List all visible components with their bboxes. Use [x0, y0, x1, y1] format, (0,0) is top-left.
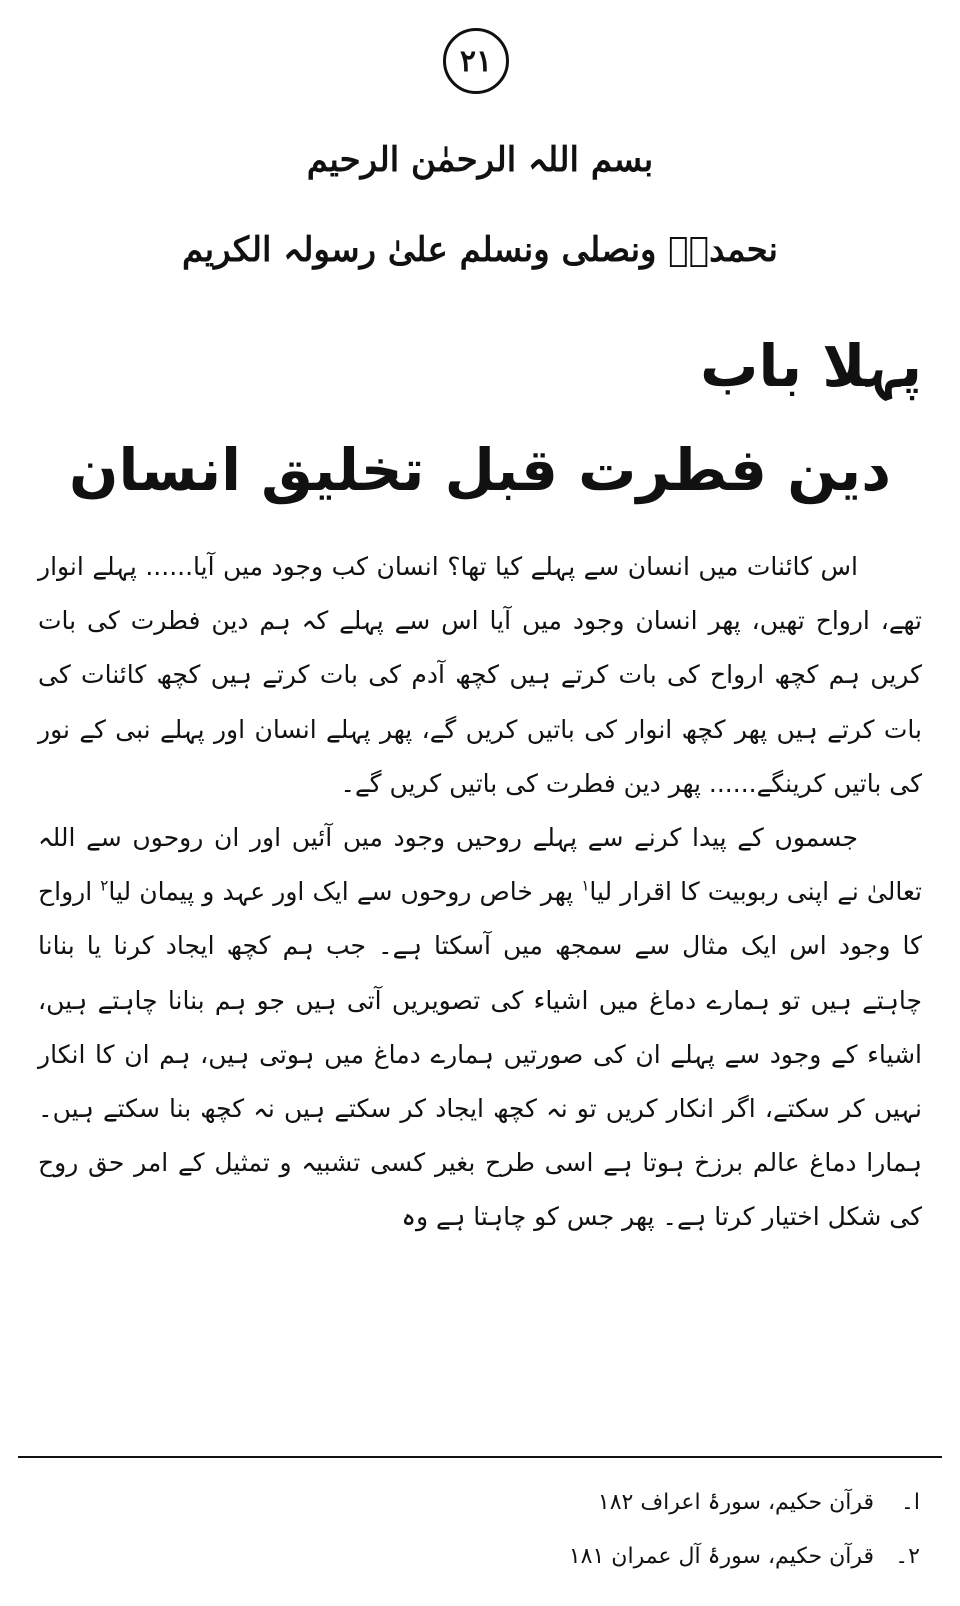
- footnote-ref-1: ۱: [581, 876, 590, 895]
- paragraph-2-part-2: پھر خاص روحوں سے ایک اور عہد و پیمان لیا: [108, 877, 582, 907]
- paragraph-1: اس کائنات میں انسان سے پہلے کیا تھا؟ انسان کب وجود میں آیا...... پہلے انوار تھے، ارواح تھیں، پھر انسان وجود میں آیا اس سے پہلے کہ ہم دین فطرت کی بات کریں ہم کچھ ارواح کی بات کرتے ہیں کچھ آدم کی بات کرتے ہیں کچھ کائنات کی بات کرتے ہیں پھر کچھ انوار کی باتیں کریں گے، پھر پہلے انسان اور پہلے نبی کے نور کی باتیں کرینگے...... پھر دین فطرت کی باتیں کریں گے۔: [38, 552, 922, 798]
- footnote-number: ۲۔: [895, 1544, 920, 1569]
- chapter-title: دین فطرت قبل تخلیق انسان: [69, 436, 891, 504]
- footnote-number: ا۔: [900, 1490, 920, 1515]
- paragraph-2-part-1: جسموں کے پیدا کرنے سے پہلے روحیں وجود میں آئیں اور ان روحوں سے اللہ تعالیٰ نے اپنی ربوبیت کا اقرار لیا: [38, 823, 922, 907]
- footnote-divider: [18, 1456, 942, 1458]
- footnote-ref-2: ۲: [100, 876, 109, 895]
- footnote-text: قرآن حکیم، سورۂ آل عمران ۱۸۱: [568, 1544, 874, 1569]
- bismillah-line: بسم اللہ الرحمٰن الرحیم: [306, 140, 654, 180]
- footnote-1: [40, 1476, 920, 1530]
- chapter-label: پہلا باب: [700, 332, 922, 400]
- salutation-line: نحمدہٗ ونصلی ونسلم علیٰ رسولہ الکریم: [181, 230, 779, 270]
- page-number: ۲۱: [443, 28, 509, 94]
- footnote-text: قرآن حکیم، سورۂ اعراف ۱۸۲: [597, 1490, 874, 1515]
- paragraph-2-part-3: ارواح کا وجود اس ایک مثال سے سمجھ میں آسکتا ہے۔ جب ہم کچھ ایجاد کرنا یا بنانا چاہتے ہیں تو ہمارے دماغ میں اشیاء کی تصویریں آتی ہیں جو ہم بنانا چاہتے ہیں، اشیاء کے وجود سے پہلے ان کی صورتیں ہمارے دماغ میں ہوتی ہیں، ہم ان کا انکار نہیں کر سکتے، اگر انکار کریں تو نہ کچھ ایجاد کر سکتے ہیں نہ کچھ بنا سکتے ہیں۔ ہمارا دماغ عالم برزخ ہوتا ہے اسی طرح بغیر کسی تشبیہ و تمثیل کے امر حق روح کی شکل اختیار کرتا ہے۔ پھر جس کو چاہتا ہے وہ: [38, 877, 922, 1232]
- footnotes: [40, 1476, 920, 1584]
- body-text: [38, 540, 922, 1245]
- footnote-2: [40, 1530, 920, 1584]
- paragraph-2: [38, 811, 922, 1245]
